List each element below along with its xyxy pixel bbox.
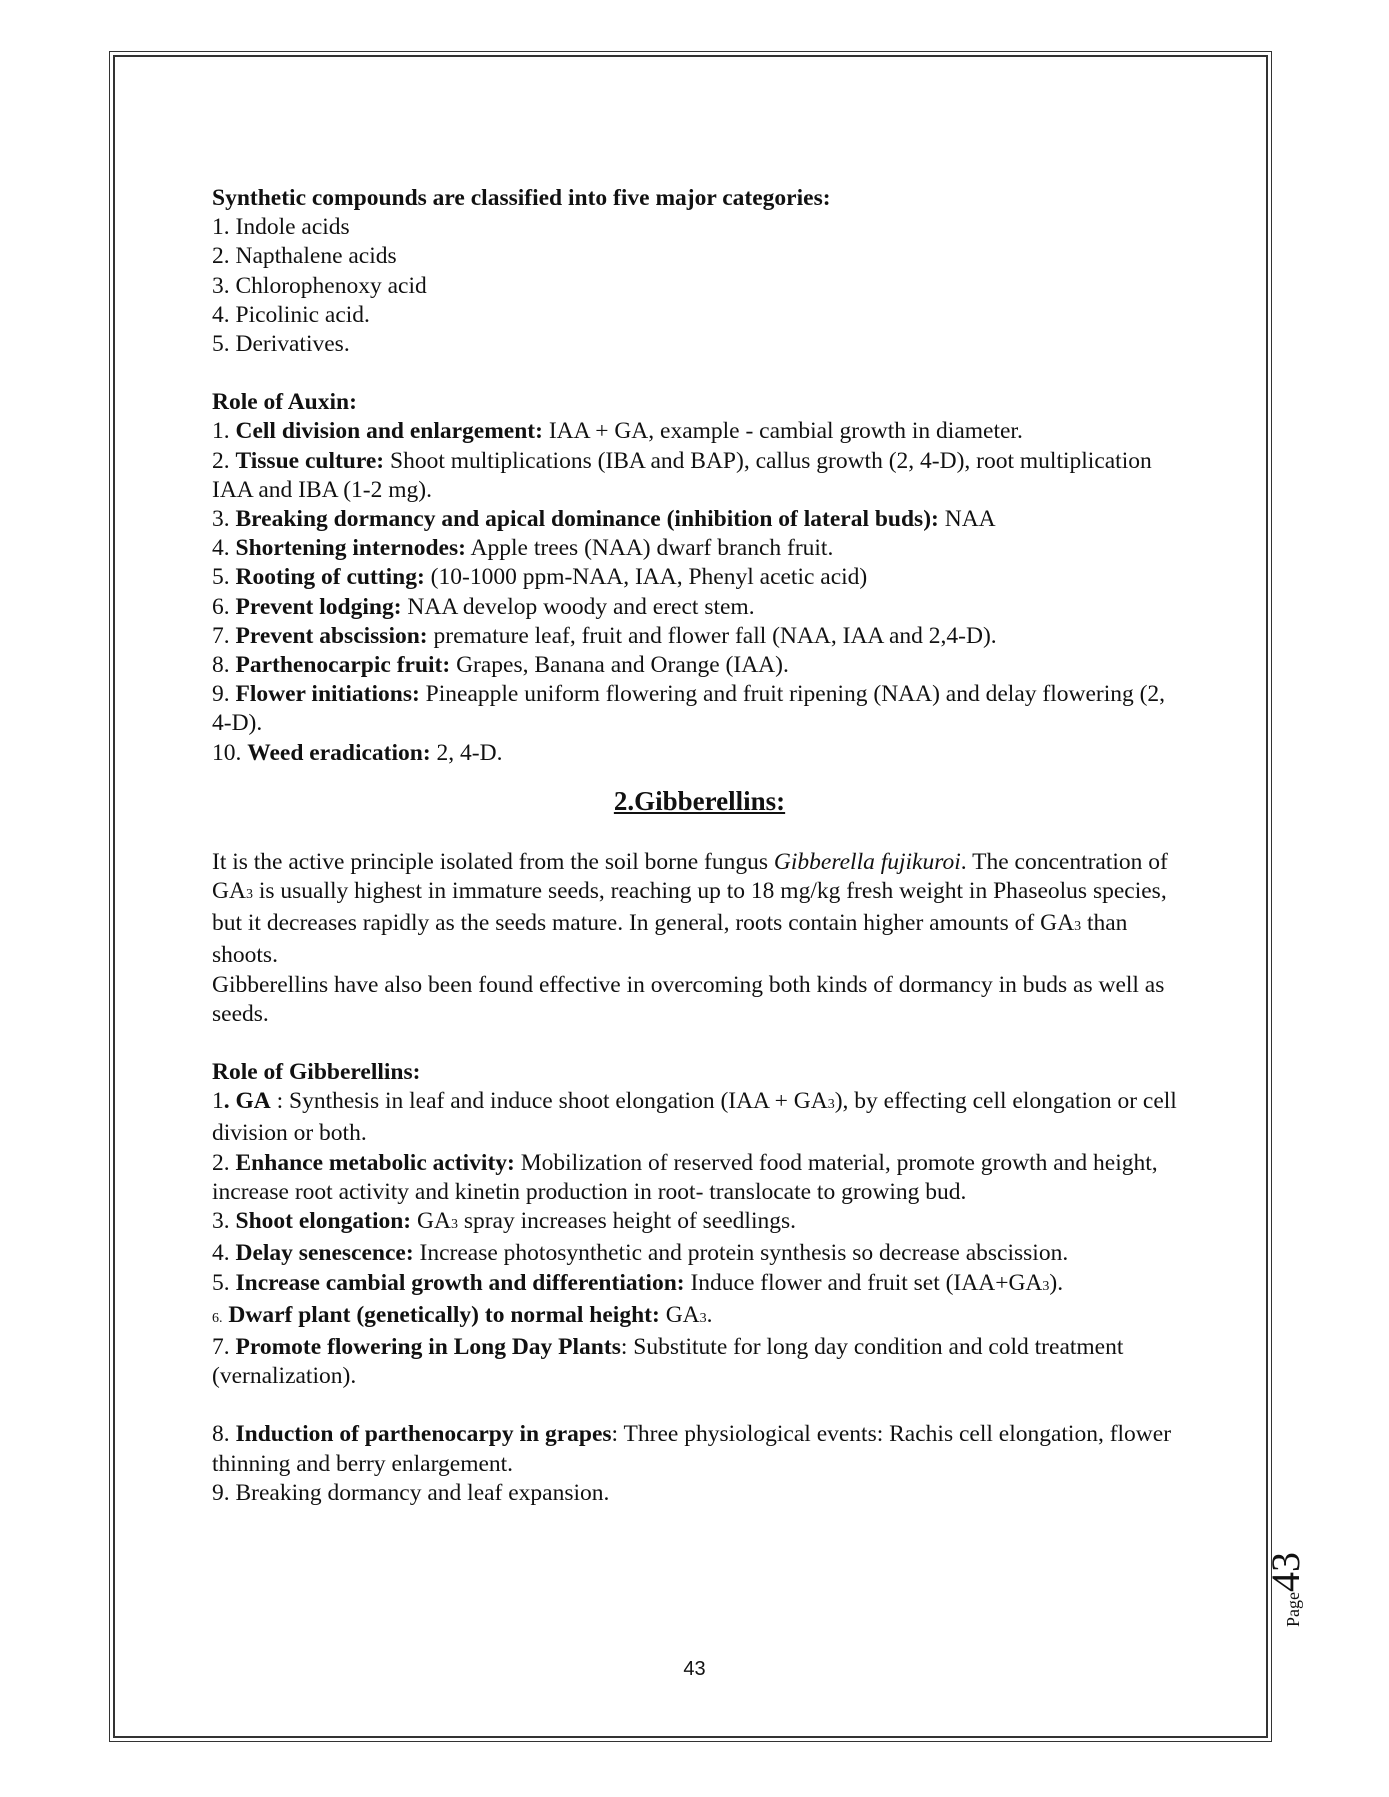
gibberellins-role-item: 1. GA : Synthesis in leaf and induce shoot elongation (IAA + GA3), by effecting cell elongation or cell division or both. [212, 1088, 1177, 1147]
auxin-item: 7. Prevent abscission: premature leaf, fruit and flower fall (NAA, IAA and 2,4-D). [212, 622, 997, 649]
auxin-heading: Role of Auxin: [212, 389, 357, 416]
intro-paragraph: Gibberellins have also been found effective in overcoming both kinds of dormancy in buds as well as seeds. [212, 971, 1165, 1027]
gibberellins-role-item: 8. Induction of parthenocarpy in grapes: Three physiological events: Rachis cell elongation, flower thinning and berry enlargement. [212, 1421, 1172, 1477]
document-body [212, 184, 1187, 1508]
gibberellins-role-heading: Role of Gibberellins: [212, 1059, 421, 1086]
synthetic-item: 4. Picolinic acid. [212, 301, 370, 328]
side-page-label [1228, 1515, 1308, 1627]
synthetic-item: 1. Indole acids [212, 214, 350, 241]
side-page-number: 43 [1263, 1552, 1308, 1592]
auxin-item: 8. Parthenocarpic fruit: Grapes, Banana and Orange (IAA). [212, 652, 789, 679]
synthetic-item: 5. Derivatives. [212, 331, 350, 358]
footer-page-number: 43 [683, 1658, 706, 1680]
auxin-item: 9. Flower initiations: Pineapple uniform flowering and fruit ripening (NAA) and delay flowering (2, 4-D). [212, 681, 1166, 737]
synthetic-item: 3. Chlorophenoxy acid [212, 272, 427, 299]
gibberellins-role-item: 5. Increase cambial growth and differentiation: Induce flower and fruit set (IAA+GA3). [212, 1269, 1064, 1296]
synthetic-heading: Synthetic compounds are classified into five major categories: [212, 185, 831, 211]
auxin-item: 10. Weed eradication: 2, 4-D. [212, 739, 503, 766]
side-page-word: Page [1283, 1592, 1303, 1627]
auxin-item: 1. Cell division and enlargement: IAA + GA, example - cambial growth in diameter. [212, 418, 1023, 445]
auxin-item: 4. Shortening internodes: Apple trees (NAA) dwarf branch fruit. [212, 535, 834, 562]
gibberellins-role-item: 7. Promote flowering in Long Day Plants: Substitute for long day condition and cold treatment (vernalization). [212, 1333, 1124, 1390]
section-title: 2.Gibberellins: [613, 785, 786, 816]
auxin-item: 3. Breaking dormancy and apical dominance (inhibition of lateral buds): NAA [212, 506, 996, 533]
auxin-item: 6. Prevent lodging: NAA develop woody and erect stem. [212, 593, 755, 620]
intro-paragraph: It is the active principle isolated from the soil borne fungus Gibberella fujikuroi. The concentration of GA3 is usually highest in immature seeds, reaching up to 18 mg/kg fresh weight in Phaseolus species, but it decreases rapidly as the seeds mature. In general, roots contain higher amounts of GA3 than shoots. [212, 848, 1168, 969]
gibberellins-role-item: 3. Shoot elongation: GA3 spray increases height of seedlings. [212, 1208, 796, 1235]
gibberellins-role-item: 4. Delay senescence: Increase photosynthetic and protein synthesis so decrease abscission. [212, 1240, 1069, 1267]
synthetic-item: 2. Napthalene acids [212, 243, 397, 270]
gibberellins-role-item: 9. Breaking dormancy and leaf expansion. [212, 1479, 610, 1506]
auxin-item: 2. Tissue culture: Shoot multiplications (IBA and BAP), callus growth (2, 4-D), root multiplication IAA and IBA (1-2 mg). [212, 447, 1152, 503]
gibberellins-role-item: 6. Dwarf plant (genetically) to normal height: GA3. [212, 1301, 713, 1328]
auxin-item: 5. Rooting of cutting: (10-1000 ppm-NAA, IAA, Phenyl acetic acid) [212, 564, 868, 591]
gibberellins-role-item: 2. Enhance metabolic activity: Mobilization of reserved food material, promote growth and height, increase root activity and kinetin production in root- translocate to growing bud. [212, 1149, 1158, 1205]
